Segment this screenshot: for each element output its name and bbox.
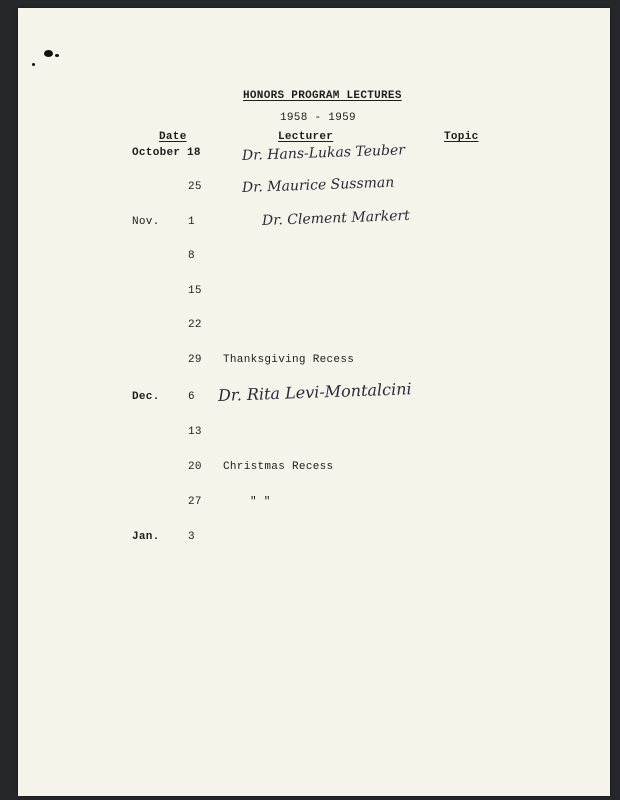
row-day: 29 bbox=[188, 354, 202, 366]
document-title: HONORS PROGRAM LECTURES bbox=[243, 90, 402, 102]
row-day: 3 bbox=[188, 531, 195, 543]
row-lecturer-handwritten: Dr. Clement Markert bbox=[261, 207, 411, 229]
ink-speck bbox=[55, 54, 59, 57]
header-date: Date bbox=[159, 131, 187, 143]
row-lecturer-handwritten: Dr. Hans-Lukas Teuber bbox=[241, 142, 406, 164]
row-day: 18 bbox=[187, 147, 201, 159]
header-topic: Topic bbox=[444, 131, 479, 143]
row-lecturer-handwritten: Dr. Maurice Sussman bbox=[241, 174, 395, 196]
row-day: 6 bbox=[188, 391, 195, 403]
row-day: 1 bbox=[188, 216, 195, 228]
row-day: 15 bbox=[188, 285, 202, 297]
row-month: Dec. bbox=[132, 391, 160, 403]
row-lecturer: Thanksgiving Recess bbox=[223, 354, 355, 366]
row-day: 13 bbox=[188, 426, 202, 438]
row-month: October bbox=[132, 147, 181, 159]
row-day: 22 bbox=[188, 319, 202, 331]
row-month: Nov. bbox=[132, 216, 160, 228]
ink-speck bbox=[44, 50, 53, 57]
ditto-marks: " " bbox=[250, 496, 271, 508]
row-day: 8 bbox=[188, 250, 195, 262]
ink-speck bbox=[32, 63, 35, 66]
row-lecturer: Christmas Recess bbox=[223, 461, 334, 473]
row-day: 25 bbox=[188, 181, 202, 193]
document-page bbox=[18, 8, 610, 796]
academic-years: 1958 - 1959 bbox=[280, 112, 356, 124]
row-day: 20 bbox=[188, 461, 202, 473]
row-month: Jan. bbox=[132, 531, 160, 543]
row-day: 27 bbox=[188, 496, 202, 508]
header-lecturer: Lecturer bbox=[278, 131, 334, 143]
row-lecturer-handwritten: Dr. Rita Levi-Montalcini bbox=[217, 379, 412, 405]
